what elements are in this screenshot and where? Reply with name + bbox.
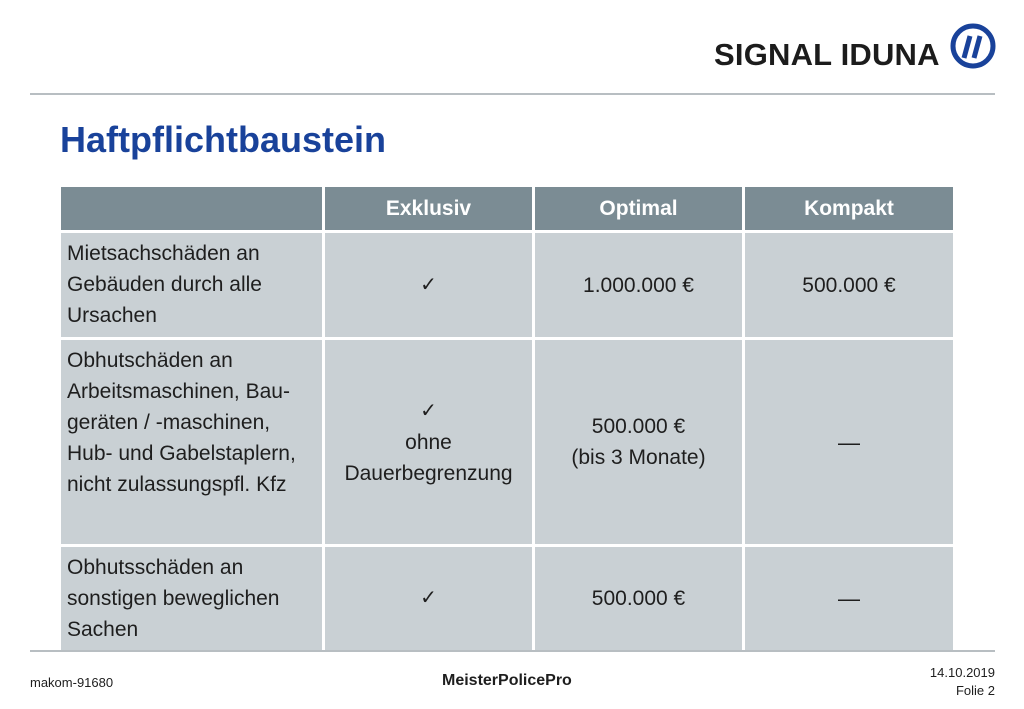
cell-exklusiv-line2: Dauerbegrenzung	[344, 461, 513, 485]
footer-document-id: makom-91680	[30, 675, 114, 690]
column-header-optimal: Optimal	[535, 187, 742, 230]
cell-kompakt: 500.000 €	[745, 233, 953, 337]
page-title: Haftpflichtbaustein	[60, 119, 387, 160]
cell-exklusiv	[325, 340, 532, 544]
footer-divider	[30, 650, 995, 652]
signal-iduna-logo-icon	[949, 22, 997, 70]
footer-date: 14.10.2019	[929, 665, 995, 680]
column-header-empty	[61, 187, 322, 230]
cell-kompakt	[745, 547, 953, 650]
header-divider	[30, 93, 995, 95]
table-row	[61, 233, 953, 337]
table-header-row	[61, 187, 953, 230]
table-row	[61, 547, 953, 650]
check-icon: ✓	[420, 273, 437, 296]
cell-exklusiv-line1: ohne	[405, 430, 452, 454]
cell-exklusiv	[325, 547, 532, 650]
row-label: Obhutsschäden an sonstigen beweglichen Sachen	[61, 547, 322, 650]
company-logo-text: SIGNAL IDUNA	[714, 37, 940, 72]
row-label: Obhutschäden an Arbeitsmaschinen, Bau-geräten / -maschinen, Hub- und Gabelstaplern, nicht zulassungspfl. Kfz	[61, 340, 322, 544]
column-header-exklusiv: Exklusiv	[325, 187, 532, 230]
row-label: Mietsachschäden an Gebäuden durch alle Ursachen	[61, 233, 322, 337]
cell-exklusiv	[325, 233, 532, 337]
footer-product-name: MeisterPolicePro	[442, 672, 572, 689]
check-icon: ✓	[420, 587, 437, 609]
table-row	[61, 340, 953, 544]
dash-icon: —	[838, 586, 860, 611]
cell-optimal: 1.000.000 €	[535, 233, 742, 337]
comparison-table	[58, 184, 956, 653]
cell-kompakt	[745, 340, 953, 544]
column-header-kompakt: Kompakt	[745, 187, 953, 230]
cell-optimal-line1: 500.000 €	[591, 415, 686, 438]
dash-icon: —	[838, 429, 860, 455]
footer-slide-number: Folie 2	[955, 683, 995, 698]
check-icon: ✓	[420, 399, 437, 422]
cell-optimal	[535, 340, 742, 544]
cell-optimal-line2: (bis 3 Monate)	[571, 446, 706, 469]
cell-optimal: 500.000 €	[535, 547, 742, 650]
footer-date-slide	[930, 664, 995, 700]
